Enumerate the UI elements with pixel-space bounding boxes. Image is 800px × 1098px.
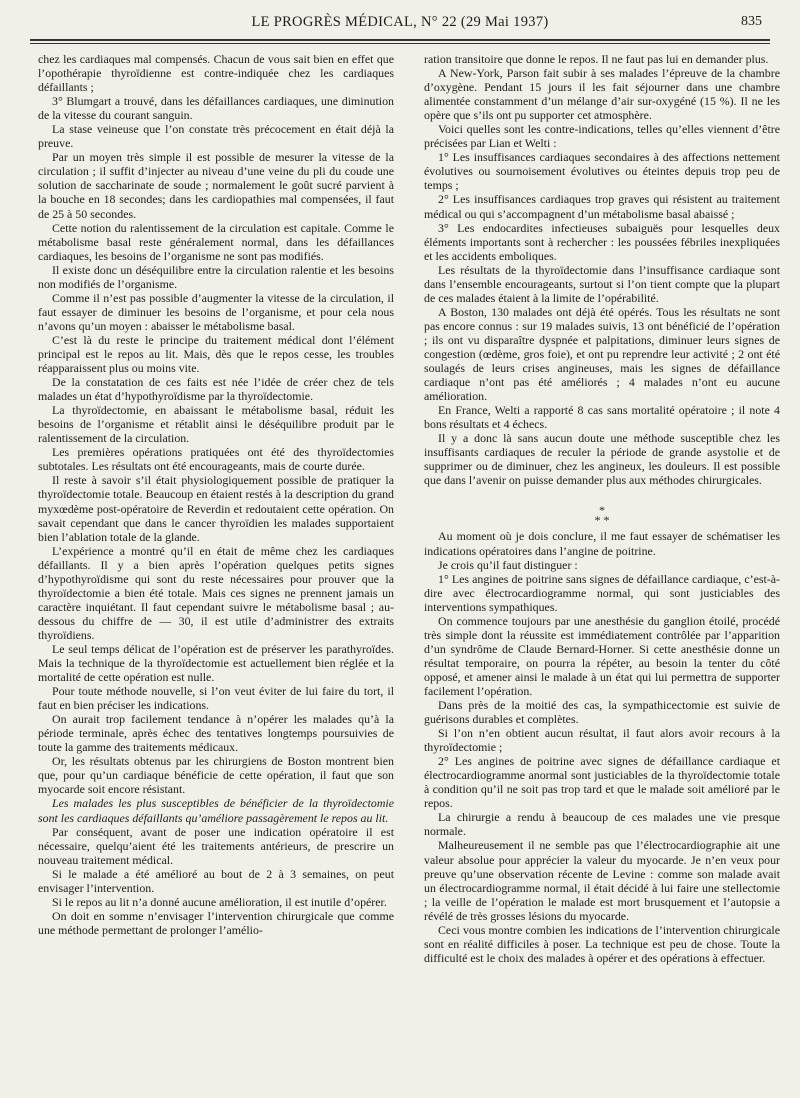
paragraph: Si le repos au lit n’a donné aucune amélioration, il est inutile d’opérer. <box>52 894 387 909</box>
paragraph: La thyroïdectomie, en abaissant le métabolisme basal, réduit les besoins de l’organisme et rétablit ainsi le déséquilibre produit par le ralentissement de la circulation. <box>38 403 394 446</box>
paragraph: chez les cardiaques mal compensés. Chacun de vous sait bien en effet que l’opothérapie thyroïdienne est contre-indiquée chez les cardiaques défaillants ; <box>38 52 394 95</box>
paragraph: Les premières opérations pratiquées ont été des thyroïdectomies subtotales. Les résultats ont été encourageants, mais de courte durée. <box>38 445 394 474</box>
paragraph: Pour toute méthode nouvelle, si l’on veut éviter de lui faire du tort, il faut en bien préciser les indications. <box>38 684 394 713</box>
paragraph: Malheureusement il ne semble pas que l’électrocardiographie ait une valeur absolue pour apprécier la valeur du myocarde. Je n’en veux pour preuve qu’une observation récente de Levine : comme son malade avait un électrocardiogramme normal, il était décidé à lui faire une stellectomie ; la veille de l’opération le malade est mort brusquement et l’autopsie a révélé de très grosses lésions du myocarde. <box>424 838 780 923</box>
header-rule <box>30 39 770 41</box>
header-rule-thin <box>30 43 770 44</box>
paragraph: On commence toujours par une anesthésie du ganglion étoilé, procédé très simple dont la réussite est immédiatement contrôlée par l’apparition d’un syndrôme de Claude Bernard-Horner. Si cette anesthésie donne un résultat temporaire, on pourra la répéter, au besoin la tenter du côté opposé, et amener ainsi le malade à un état qui lui permettra de supporter facilement l’opération. <box>424 613 780 698</box>
paragraph: Si le malade a été amélioré au bout de 2 à 3 semaines, on peut envisager l’intervention. <box>38 866 394 895</box>
left-column <box>38 52 394 1092</box>
paragraph: Il y a donc là sans aucun doute une méthode susceptible chez les insuffisants cardiaques de reculer la période de grande asystolie et de supprimer ou de diminuer, chez les angineux, les douleurs. Il est possible que dans l’avenir on puisse demander plus aux méthodes chirurgicales. <box>424 431 780 488</box>
paragraph: 2° Les angines de poitrine avec signes de défaillance cardiaque et électrocardiogramme anormal sont justiciables de la thyroïdectomie totale à condition qu’il ne soit pas trop tard et que le malade soit amélioré par le repos. <box>424 754 780 811</box>
paragraph: Voici quelles sont les contre-indications, telles qu’elles viennent d’être précisées par Lian et Welti : <box>424 122 780 151</box>
paragraph: Les résultats de la thyroïdectomie dans l’insuffisance cardiaque sont dans l’ensemble encourageants, surtout si l’on tient compte que la plupart de ces malades étaient à la limite de l’opérabilité. <box>424 262 780 305</box>
paragraph: A New-York, Parson fait subir à ses malades l’épreuve de la chambre d’oxygène. Pendant 15 jours il les fait séjourner dans une chambre alimentée constamment d’un mélange d’air sur-oxygéné (15 %). Il ne les opère que s’ils ont pu supporter cet atmosphère. <box>424 66 780 123</box>
paragraph: 1° Les insuffisances cardiaques secondaires à des affections nettement évolutives ou sournoisement évolutives ou éteintes depuis trop peu de temps ; <box>424 150 780 193</box>
paragraph: Si l’on n’en obtient aucun résultat, il faut alors avoir recours à la thyroïdectomie ; <box>424 726 780 755</box>
paragraph: 3° Blumgart a trouvé, dans les défaillances cardiaques, une diminution de la vitesse du courant sanguin. <box>38 94 394 123</box>
paragraph: Or, les résultats obtenus par les chirurgiens de Boston montrent bien que, pour qu’un cardiaque bénéficie de cette opération, il faut que son myocarde soit encore résistant. <box>38 754 394 797</box>
paragraph: ration transitoire que donne le repos. Il ne faut pas lui en demander plus. <box>424 52 769 66</box>
paragraph: De la constatation de ces faits est née l’idée de créer chez de tels malades un état d’hypothyroïdisme par la thyroïdectomie. <box>38 375 394 404</box>
paragraph: La chirurgie a rendu à beaucoup de ces malades une vie presque normale. <box>424 810 780 839</box>
paragraph: Il existe donc un déséquilibre entre la circulation ralentie et les besoins non modifiés de l’organisme. <box>38 262 394 291</box>
paragraph: Par conséquent, avant de poser une indication opératoire il est nécessaire, quelqu’aient été les traitements antérieurs, de prescrire un nouveau traitement médical. <box>38 824 394 867</box>
paragraph: Cette notion du ralentissement de la circulation est capitale. Comme le métabolisme basal reste généralement normal, dans les défaillances cardiaques, les besoins de l’organisme ne sont pas modifiés. <box>38 220 394 263</box>
paragraph: Je crois qu’il faut distinguer : <box>438 557 578 572</box>
paragraph: Ceci vous montre combien les indications de l’intervention chirurgicale sont en réalité difficiles à poser. La technique est peu de chose. Toute la difficulté est le choix des malades à opérer et des opérations à effectuer. <box>424 922 780 965</box>
paragraph: Au moment où je dois conclure, il me faut essayer de schématiser les indications opératoires dans l’angine de poitrine. <box>424 529 780 558</box>
paragraph: Les malades les plus susceptibles de bénéficier de la thyroïdectomie sont les cardiaques défaillants qu’améliore passagèrement le repos au lit. <box>38 796 394 825</box>
running-title: LE PROGRÈS MÉDICAL, N° 22 (29 Mai 1937) <box>251 14 549 30</box>
paragraph: 2° Les insuffisances cardiaques trop graves qui résistent au traitement médical ou qui s’accompagnent d’un métabolisme basal abaissé ; <box>424 192 780 221</box>
right-column <box>424 52 780 1092</box>
paragraph: Par un moyen très simple il est possible de mesurer la vitesse de la circulation ; il suffit d’injecter au niveau d’une veine du pli du coude une solution de saccharinate de soude ; normalement le goût sucré parvient à la bouche en 18 secondes; dans les cardiopathies mal compensées, il faut de 25 à 50 secondes. <box>38 150 394 221</box>
running-header <box>30 14 770 38</box>
paragraph: 1° Les angines de poitrine sans signes de défaillance cardiaque, c’est-à-dire avec électrocardiogramme normal, qui sont justiciables des interventions sympathiques. <box>424 571 780 614</box>
paragraph: On aurait trop facilement tendance à n’opérer les malades qu’à la période terminale, après échec des tentatives longtemps poursuivies de toute la gamme des traitements médicaux. <box>38 712 394 755</box>
paragraph: Il reste à savoir s’il était physiologiquement possible de pratiquer la thyroïdectomie totale. Beaucoup en étaient restés à la description du grand myxœdème post-opératoire de Reverdin et redoutaient cette opération. On savait cependant que dans le cancer thyroïdien les malades supportaient bien l’ablation totale de la glande. <box>38 473 394 544</box>
paragraph: Le seul temps délicat de l’opération est de préserver les parathyroïdes. Mais la technique de la thyroïdectomie est actuellement bien réglée et la mortalité de cette opération est nulle. <box>38 641 394 685</box>
section-asterism: * * * <box>594 503 610 528</box>
page-number: 835 <box>741 14 762 29</box>
paragraph: A Boston, 130 malades ont déjà été opérés. Tous les résultats ne sont pas encore connus : sur 19 malades suivis, 13 ont bénéficié de l’opération ; ils ont vu disparaître dyspnée et palpitations, diminuer leurs signes de congestion (œdème, gros foie), et ont pu reprendre leur activité ; 2 ont été soulagés de leurs crises angineuses, mais les signes de défaillance cardiaque n’ont pas été améliorés ; 4 malades n’ont eu aucune amélioration. <box>424 304 780 404</box>
paragraph: On doit en somme n’envisager l’intervention chirurgicale que comme une méthode permettant de prolonger l’amélio- <box>38 908 394 937</box>
paragraph: Dans près de la moitié des cas, la sympathicectomie est suivie de guérisons durables et complètes. <box>424 698 780 727</box>
paragraph: La stase veineuse que l’on constate très précocement en était déjà la preuve. <box>38 122 394 151</box>
paragraph: Comme il n’est pas possible d’augmenter la vitesse de la circulation, il faut essayer de diminuer les besoins de l’organisme, et pour cela nous n’avons qu’un moyen : abaisser le métabolisme basal. <box>38 290 394 333</box>
paragraph: 3° Les endocardites infectieuses subaiguës pour lesquelles deux éléments importants sont à rechercher : les poussées fébriles inexpliquées et les accidents emboliques. <box>424 220 780 263</box>
paragraph: En France, Welti a rapporté 8 cas sans mortalité opératoire ; il note 4 bons résultats et 4 échecs. <box>424 403 780 432</box>
paragraph: C’est là du reste le principe du traitement médical dont l’élément principal est le repos au lit. Mais, dès que le repos cesse, les troubles réapparaissent plus ou moins vite. <box>38 332 394 376</box>
paragraph: L’expérience a montré qu’il en était de même chez les cardiaques défaillants. Il y a bien après l’opération quelques petits signes d’hypothyroïdisme qui sont du reste nécessaires pour prouver que la thyroïdectomie a bien été totale. Mais ces signes ne prennent jamais un caractère inquiétant. Il faut cependant suivre le métabolisme basal ; au-dessous du chiffre de — 30, il est utile d’administrer des extraits thyroïdiens. <box>38 543 394 642</box>
article-body <box>38 52 780 1092</box>
